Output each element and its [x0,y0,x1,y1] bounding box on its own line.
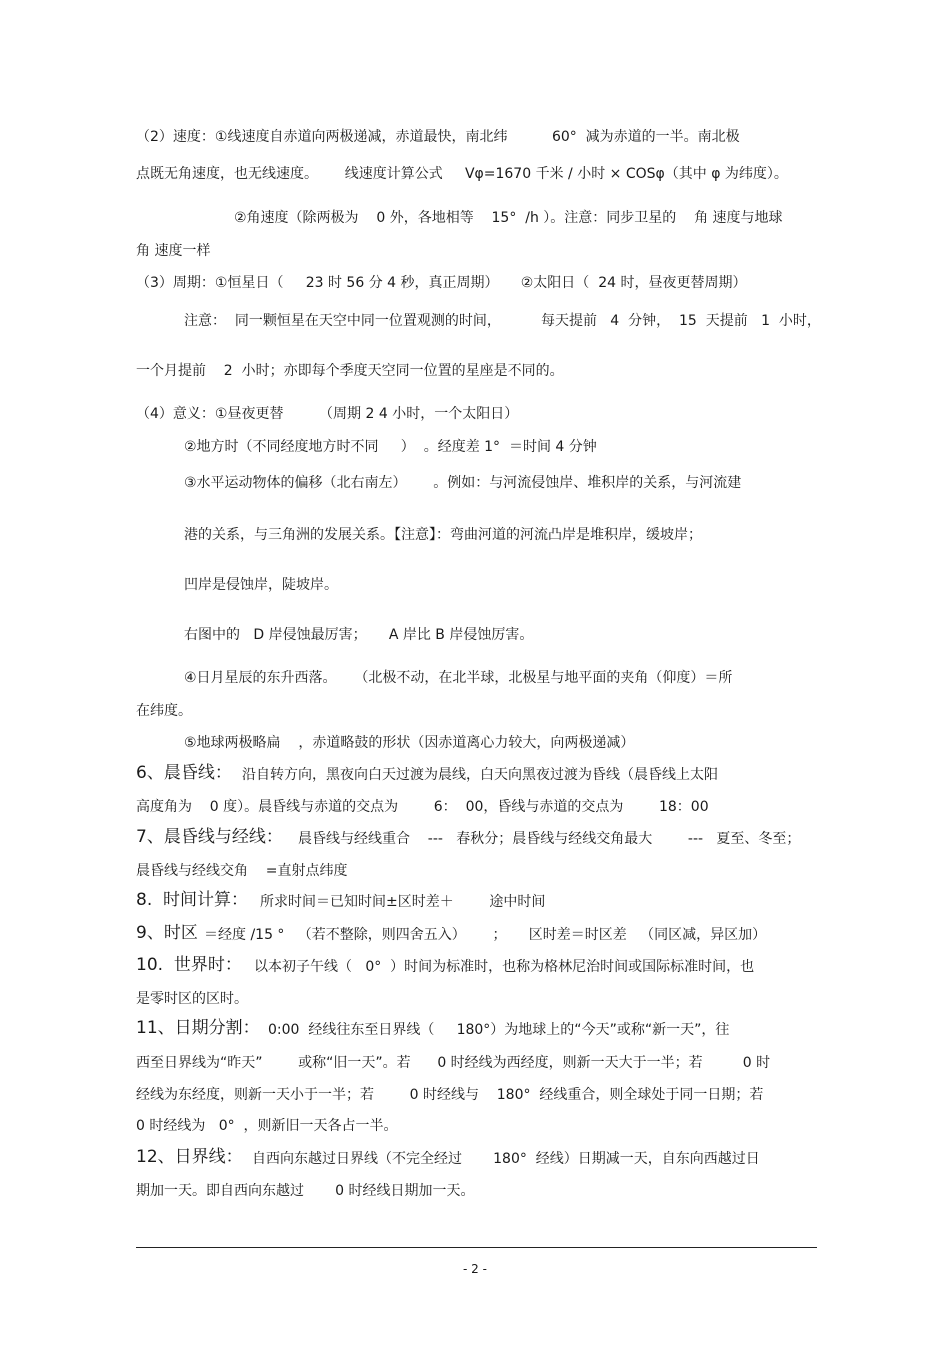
line: （4）意义：①昼夜更替 （周期 2 4 小时，一个太阳日） [136,406,519,422]
line: ＝经度 /15 ° （若不整除，则四舍五入） ； 区时差＝时区差 （同区减，异区加） [204,927,767,943]
line: ③水平运动物体的偏移（北右南左） 。例如：与河流侵蚀岸、堆积岸的关系，与河流建 [184,475,742,491]
line: 角 速度一样 [136,243,211,259]
line: 沿自转方向，黑夜向白天过渡为晨线，白天向黑夜过渡为昏线（晨昏线上太阳 [242,767,718,783]
line: 自西向东越过日界线（不完全经过 180° 经线）日期减一天，自东向西越过日 [252,1151,760,1167]
line: ④日月星辰的东升西落。 （北极不动，在北半球，北极星与地平面的夹角（仰度）＝所 [184,670,733,686]
line: 晨昏线与经线重合 --- 春秋分；晨昏线与经线交角最大 --- 夏至、冬至； [298,831,801,847]
section-heading: 9、时区 [136,923,198,943]
line: 晨昏线与经线交角 =直射点纬度 [136,863,348,879]
line: 0:00 经线往东至日界线（ 180°）为地球上的“今天”或称“新一天”，往 [268,1022,730,1038]
section-heading: 11、日期分割： [136,1018,260,1038]
line: 高度角为 0 度）。晨昏线与赤道的交点为 6： 00，昏线与赤道的交点为 18：00 [136,799,709,815]
line: 是零时区的区时。 [136,991,248,1007]
line: 所求时间＝已知时间±区时差＋ 途中时间 [260,894,546,910]
section-heading: 7、晨昏线与经线： [136,827,283,847]
line: 注意： 同一颗恒星在天空中同一位置观测的时间， 每天提前 4 分钟， 15 天提前 1 小时， [184,313,821,329]
line: 在纬度。 [136,703,192,719]
line: 凹岸是侵蚀岸，陡坡岸。 [184,577,338,593]
line: ②角速度（除两极为 0 外，各地相等 15° /h ）。注意：同步卫星的 角 速度与地球 [234,210,783,226]
line: 港的关系，与三角洲的发展关系。【注意】：弯曲河道的河流凸岸是堆积岸，缓坡岸； [184,527,702,543]
line: ②地方时（不同经度地方时不同 ） 。经度差 1° ＝时间 4 分钟 [184,439,597,455]
section-heading: 6、晨昏线： [136,763,232,783]
line: 以本初子午线（ 0° ）时间为标准时，也称为格林尼治时间或国际标准时间，也 [254,959,755,975]
line: 西至日界线为“昨天” 或称“旧一天”。若 0 时经线为西经度，则新一天大于一半；若 0 时 [136,1055,771,1071]
line: 经线为东经度，则新一天小于一半；若 0 时经线与 180° 经线重合，则全球处于同一日期；若 [136,1087,764,1103]
line: 点既无角速度，也无线速度。 线速度计算公式 Vφ=1670 千米 / 小时 × COSφ（其中 φ 为纬度）。 [136,166,788,182]
line: （2）速度：①线速度自赤道向两极递减，赤道最快，南北纬 60° 减为赤道的一半。南北极 [136,129,740,145]
line: 0 时经线为 0° ，则新旧一天各占一半。 [136,1118,398,1134]
page-number: - 2 - [463,1262,487,1276]
line: 期加一天。即自西向东越过 0 时经线日期加一天。 [136,1183,475,1199]
line: （3）周期：①恒星日（ 23 时 56 分 4 秒，真正周期） ②太阳日（ 24 时，昼夜更替周期） [136,275,747,291]
section-heading: 12、日界线： [136,1147,243,1167]
line: 一个月提前 2 小时；亦即每个季度天空同一位置的星座是不同的。 [136,363,564,379]
footer-rule [136,1247,817,1248]
line: 右图中的 D 岸侵蚀最厉害； A 岸比 B 岸侵蚀厉害。 [184,627,534,643]
section-heading: 8. 时间计算： [136,890,249,910]
section-heading: 10. 世界时： [136,955,242,975]
line: ⑤地球两极略扁 ，赤道略鼓的形状（因赤道离心力较大，向两极递减） [184,735,635,751]
